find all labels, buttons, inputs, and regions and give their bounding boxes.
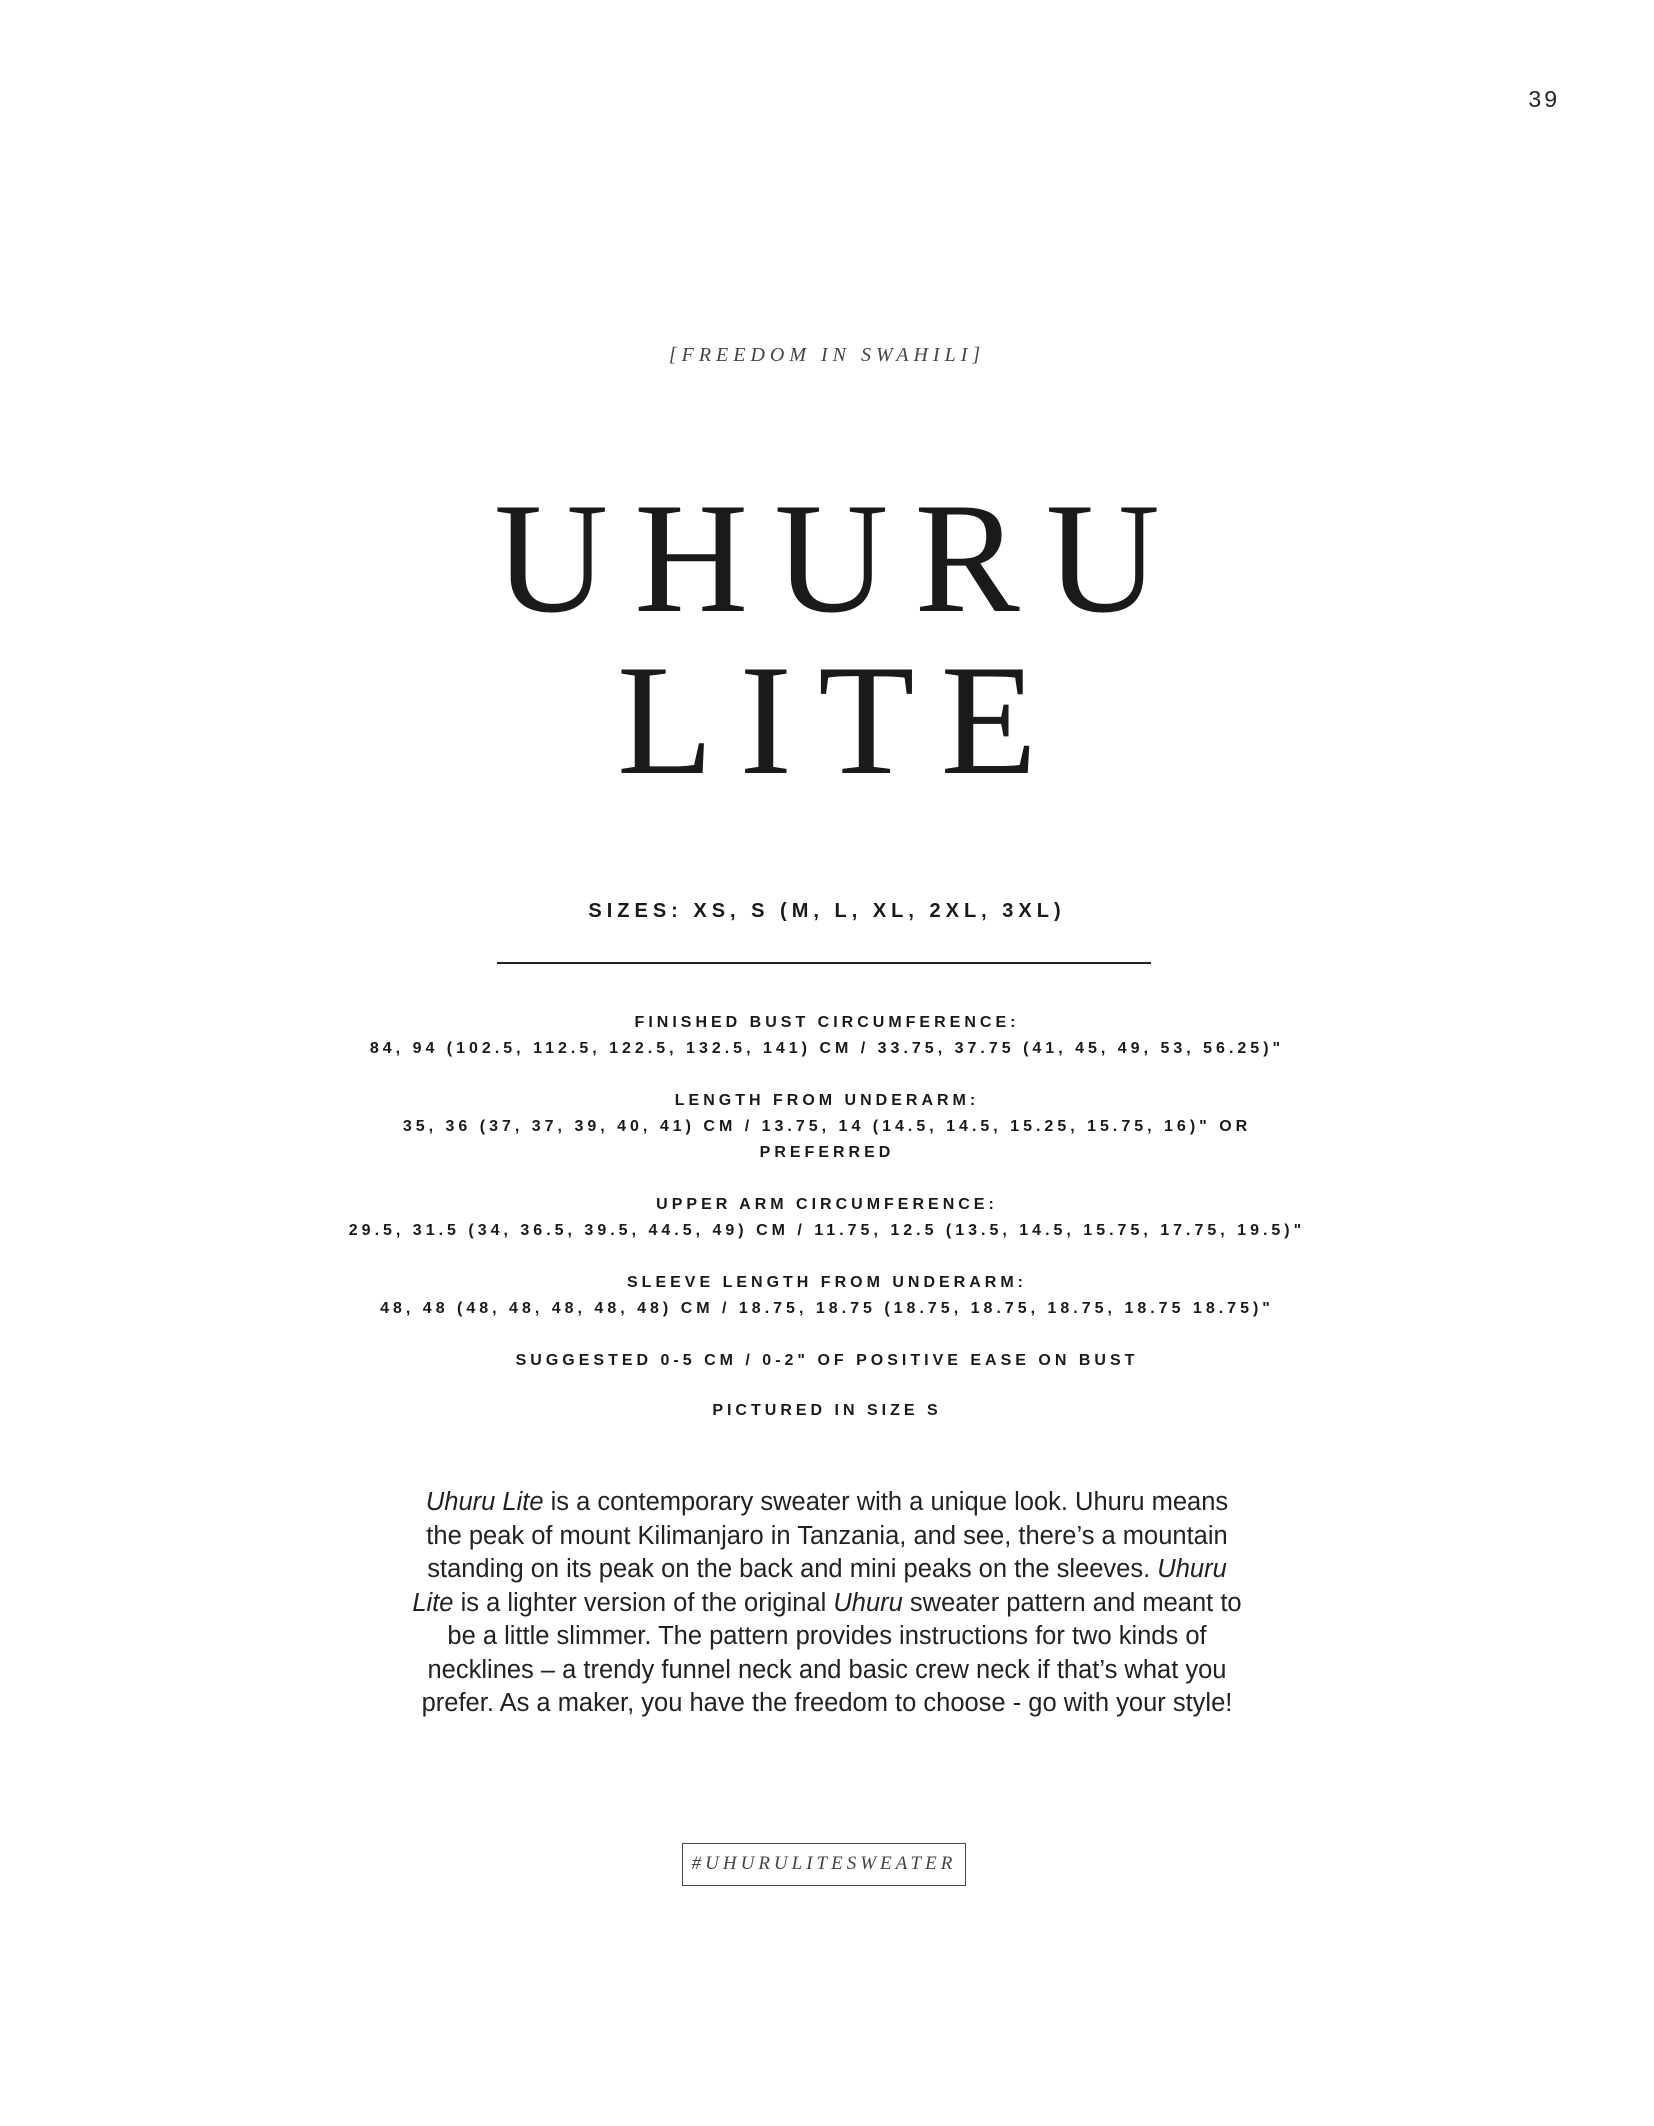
spec-length [327, 1088, 1327, 1166]
pattern-title [0, 471, 1654, 808]
spec-label: LENGTH FROM UNDERARM: [674, 1092, 980, 1109]
spec-value: 29.5, 31.5 (34, 36.5, 39.5, 44.5, 49) CM / 11.75, 12.5 (13.5, 14.5, 15.75, 17.75, 19.5)" [348, 1222, 1306, 1239]
page-number: 39 [1528, 86, 1560, 112]
spec-label: UPPER ARM CIRCUMFERENCE: [656, 1196, 998, 1213]
specifications [327, 1010, 1327, 1448]
spec-value: 84, 94 (102.5, 112.5, 122.5, 132.5, 141) CM / 33.75, 37.75 (41, 45, 49, 53, 56.25)" [369, 1040, 1285, 1057]
spec-label: FINISHED BUST CIRCUMFERENCE: [634, 1014, 1020, 1031]
hashtag-box: #UHURULITESWEATER [682, 1843, 966, 1886]
pattern-name: Uhuru Lite [412, 1555, 1227, 1617]
spec-sleeve [327, 1270, 1327, 1322]
pattern-name: Uhuru Lite [425, 1488, 544, 1516]
spec-upper-arm [327, 1192, 1327, 1244]
divider [497, 962, 1151, 964]
description-text: is a contemporary sweater with a unique look. Uhuru means the peak of mount Kilimanjaro in Tanzania, and see, there’s a mountain standing on its peak on the back and mini peaks on the sleeves. [426, 1488, 1229, 1583]
spec-label: SLEEVE LENGTH FROM UNDERARM: [627, 1274, 1027, 1291]
spec-value: 48, 48 (48, 48, 48, 48, 48) CM / 18.75, 18.75 (18.75, 18.75, 18.75, 18.75 18.75)" [380, 1300, 1274, 1317]
spec-value: 35, 36 (37, 37, 39, 40, 41) CM / 13.75, 14 (14.5, 14.5, 15.25, 15.75, 16)" OR PREFERRED [402, 1118, 1252, 1161]
pattern-name: Uhuru [833, 1588, 903, 1617]
subtitle: [FREEDOM IN SWAHILI] [668, 344, 986, 366]
sizes-line: SIZES: XS, S (M, L, XL, 2XL, 3XL) [588, 900, 1066, 922]
title-line-2: LITE [616, 633, 1064, 808]
title-line-1: UHURU [494, 471, 1186, 646]
spec-bust [327, 1010, 1327, 1062]
pattern-description [412, 1486, 1242, 1721]
spec-pictured-size: PICTURED IN SIZE S [712, 1402, 942, 1419]
spec-ease: SUGGESTED 0-5 CM / 0-2" OF POSITIVE EASE ON BUST [515, 1352, 1139, 1369]
description-text: sweater pattern and meant to be a little slimmer. The pattern provides instructions for two kinds of necklines – a trendy funnel neck and basic crew neck if that’s what you prefer. As a maker, you have the freedom to choose - go with your style! [421, 1588, 1242, 1717]
description-text: is a lighter version of the original [453, 1588, 834, 1617]
